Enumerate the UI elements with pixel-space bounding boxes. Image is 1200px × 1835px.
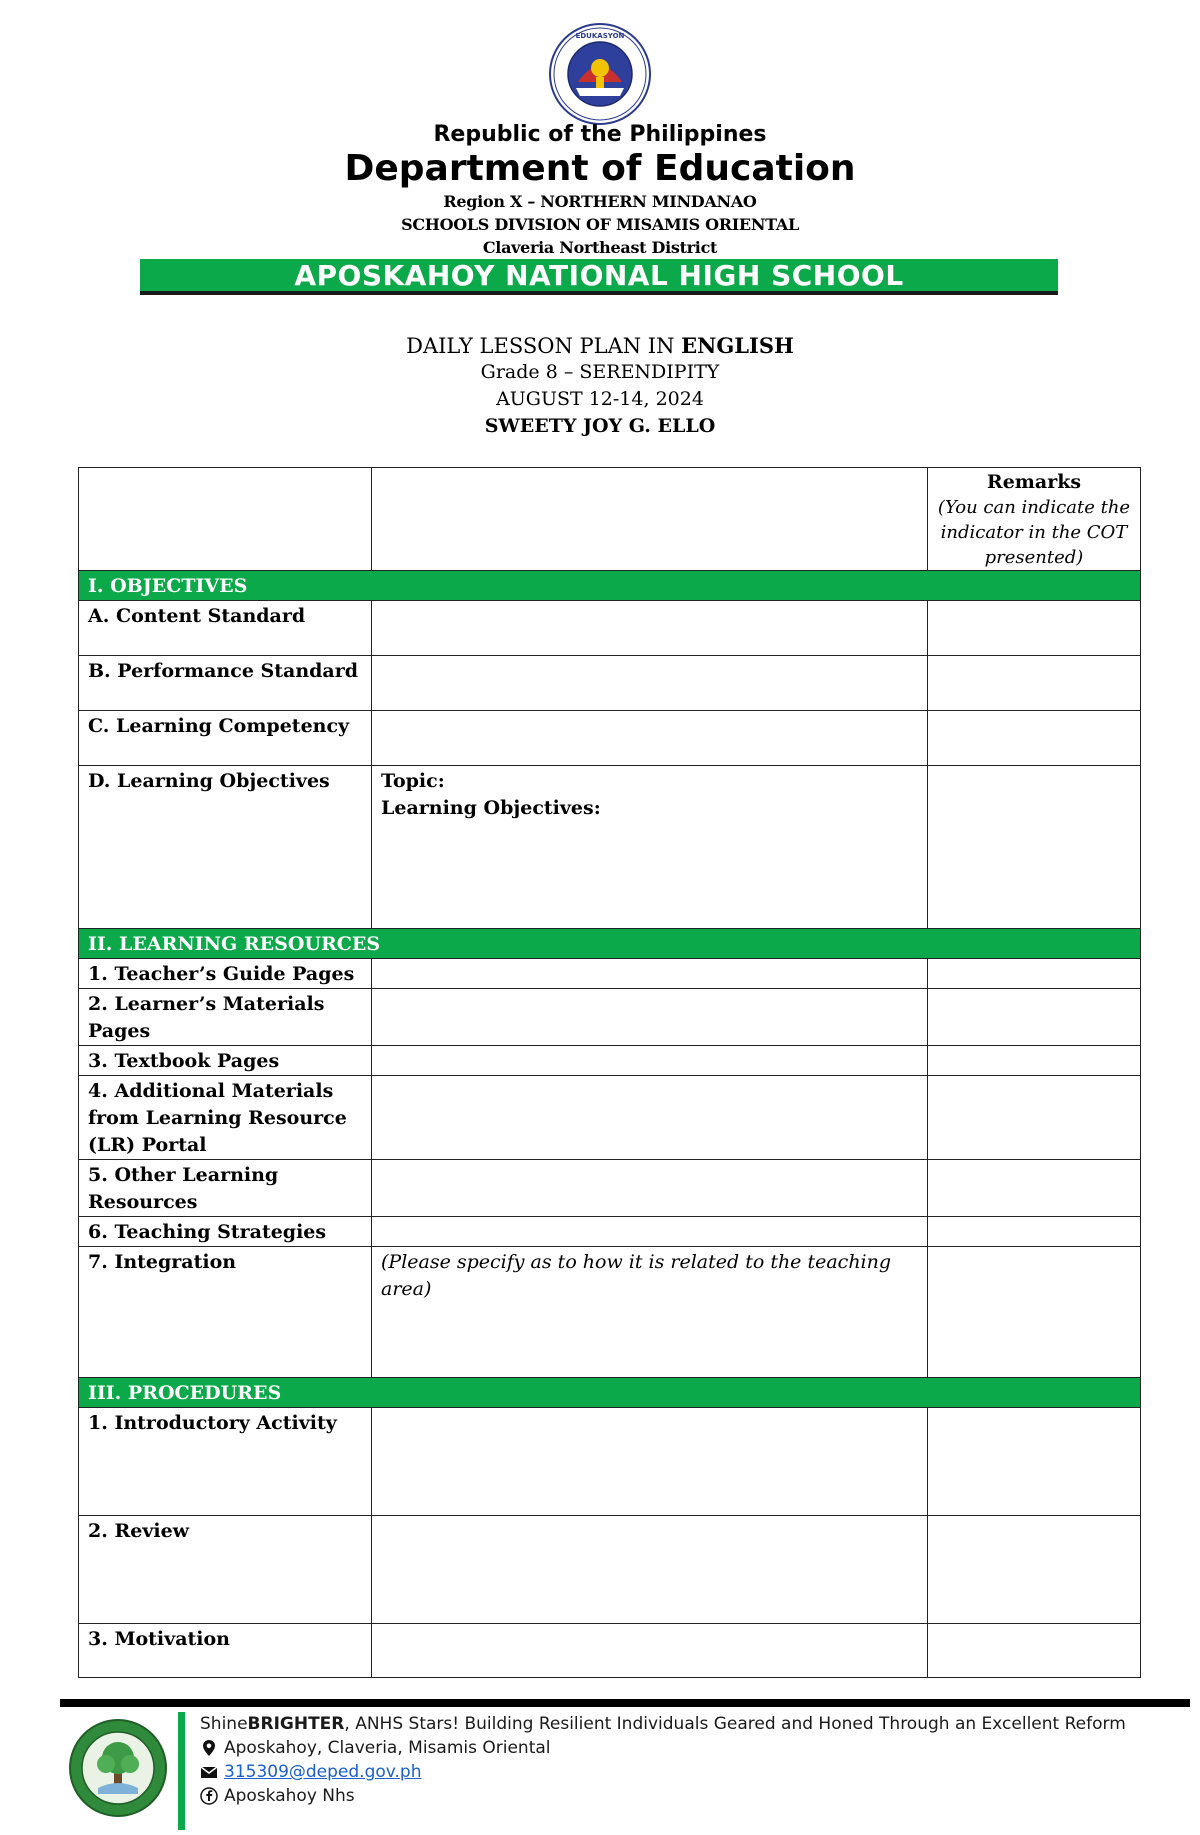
table-row bbox=[79, 1076, 1141, 1160]
table-row bbox=[79, 1160, 1141, 1217]
slogan-prefix: Shine bbox=[200, 1714, 248, 1734]
row-label: 5. Other Learning Resources bbox=[79, 1160, 372, 1217]
address-text: Aposkahoy, Claveria, Misamis Oriental bbox=[224, 1738, 551, 1758]
table-cell[interactable] bbox=[79, 468, 372, 571]
row-label: 2. Review bbox=[79, 1516, 372, 1624]
learning-objectives-cell[interactable] bbox=[372, 766, 928, 929]
remarks-cell[interactable] bbox=[928, 1624, 1141, 1678]
table-cell[interactable] bbox=[372, 1160, 928, 1217]
row-label: B. Performance Standard bbox=[79, 656, 372, 711]
remarks-cell[interactable] bbox=[928, 1408, 1141, 1516]
row-label: D. Learning Objectives bbox=[79, 766, 372, 929]
republic-label: Republic of the Philippines bbox=[433, 122, 767, 147]
footer-address bbox=[200, 1738, 551, 1758]
table-row bbox=[79, 959, 1141, 989]
remarks-cell[interactable] bbox=[928, 1160, 1141, 1217]
row-label: 1. Teacher’s Guide Pages bbox=[79, 959, 372, 989]
lesson-date: AUGUST 12-14, 2024 bbox=[496, 388, 704, 410]
table-cell[interactable] bbox=[372, 1076, 928, 1160]
table-cell[interactable] bbox=[372, 468, 928, 571]
remarks-cell[interactable] bbox=[928, 959, 1141, 989]
facebook-text[interactable]: Aposkahoy Nhs bbox=[224, 1786, 355, 1806]
table-cell[interactable] bbox=[372, 656, 928, 711]
table-row bbox=[79, 1624, 1141, 1678]
remarks-note: (You can indicate the indicator in the COT presented) bbox=[937, 497, 1131, 568]
table-cell[interactable] bbox=[372, 1624, 928, 1678]
section-heading-resources bbox=[79, 929, 1141, 959]
mail-icon bbox=[200, 1763, 218, 1781]
table-row bbox=[79, 1046, 1141, 1076]
school-seal-logo bbox=[68, 1718, 168, 1818]
table-row bbox=[79, 601, 1141, 656]
row-label: 6. Teaching Strategies bbox=[79, 1217, 372, 1247]
table-row bbox=[79, 1217, 1141, 1247]
table-cell[interactable] bbox=[372, 1516, 928, 1624]
remarks-cell[interactable] bbox=[928, 711, 1141, 766]
table-row bbox=[79, 1247, 1141, 1378]
row-label: 2. Learner’s Materials Pages bbox=[79, 989, 372, 1046]
remarks-cell[interactable] bbox=[928, 601, 1141, 656]
table-header-row bbox=[79, 468, 1141, 571]
table-cell[interactable] bbox=[372, 601, 928, 656]
objectives-label: Learning Objectives: bbox=[381, 797, 601, 819]
region-label: Region X – NORTHERN MINDANAO bbox=[443, 192, 757, 211]
footer-facebook bbox=[200, 1786, 355, 1806]
table-cell[interactable] bbox=[372, 959, 928, 989]
school-name: APOSKAHOY NATIONAL HIGH SCHOOL bbox=[294, 258, 904, 292]
district-label: Claveria Northeast District bbox=[482, 238, 718, 257]
remarks-cell[interactable] bbox=[928, 989, 1141, 1046]
table-row bbox=[79, 711, 1141, 766]
section-heading-objectives bbox=[79, 571, 1141, 601]
footer-accent-bar bbox=[178, 1712, 185, 1830]
topic-label: Topic: bbox=[381, 770, 445, 792]
lesson-plan-title-prefix: DAILY LESSON PLAN IN bbox=[406, 334, 682, 358]
row-label: 4. Additional Materials from Learning Resource (LR) Portal bbox=[79, 1076, 372, 1160]
footer-divider bbox=[60, 1699, 1190, 1707]
integration-note[interactable]: (Please specify as to how it is related to the teaching area) bbox=[372, 1247, 928, 1378]
location-pin-icon bbox=[200, 1739, 218, 1757]
row-label: C. Learning Competency bbox=[79, 711, 372, 766]
slogan-bold: BRIGHTER bbox=[247, 1714, 345, 1734]
remarks-cell[interactable] bbox=[928, 1217, 1141, 1247]
remarks-cell[interactable] bbox=[928, 656, 1141, 711]
table-row bbox=[79, 1408, 1141, 1516]
remarks-cell[interactable] bbox=[928, 1046, 1141, 1076]
remarks-cell[interactable] bbox=[928, 1076, 1141, 1160]
section-title: III. PROCEDURES bbox=[79, 1378, 1141, 1408]
teacher-name: SWEETY JOY G. ELLO bbox=[484, 415, 716, 437]
table-row bbox=[79, 1516, 1141, 1624]
section-title: II. LEARNING RESOURCES bbox=[79, 929, 1141, 959]
table-row bbox=[79, 989, 1141, 1046]
department-title: Department of Education bbox=[344, 148, 856, 189]
table-cell[interactable] bbox=[372, 1217, 928, 1247]
lesson-plan-subject: ENGLISH bbox=[681, 333, 794, 358]
facebook-icon bbox=[200, 1787, 218, 1805]
row-label: A. Content Standard bbox=[79, 601, 372, 656]
lesson-plan-table bbox=[78, 467, 1141, 1678]
svg-text:EDUKASYON: EDUKASYON bbox=[575, 32, 625, 40]
division-label: SCHOOLS DIVISION OF MISAMIS ORIENTAL bbox=[401, 215, 799, 234]
row-label: 7. Integration bbox=[79, 1247, 372, 1378]
table-cell[interactable] bbox=[372, 1408, 928, 1516]
email-link[interactable]: 315309@deped.gov.ph bbox=[224, 1762, 422, 1782]
table-cell[interactable] bbox=[372, 711, 928, 766]
deped-seal-logo bbox=[548, 22, 652, 126]
slogan-rest: , ANHS Stars! Building Resilient Individuals Geared and Honed Through an Excellent Reform bbox=[344, 1714, 1126, 1734]
grade-section: Grade 8 – SERENDIPITY bbox=[480, 361, 720, 383]
remarks-header bbox=[928, 468, 1141, 571]
section-title: I. OBJECTIVES bbox=[79, 571, 1141, 601]
remarks-title: Remarks bbox=[986, 471, 1082, 493]
school-name-banner bbox=[140, 259, 1058, 295]
row-label: 3. Textbook Pages bbox=[79, 1046, 372, 1076]
remarks-cell[interactable] bbox=[928, 1516, 1141, 1624]
remarks-cell[interactable] bbox=[928, 1247, 1141, 1378]
table-cell[interactable] bbox=[372, 1046, 928, 1076]
footer-slogan bbox=[200, 1714, 1126, 1734]
remarks-cell[interactable] bbox=[928, 766, 1141, 929]
table-row bbox=[79, 656, 1141, 711]
row-label: 1. Introductory Activity bbox=[79, 1408, 372, 1516]
footer-email bbox=[200, 1762, 422, 1782]
section-heading-procedures bbox=[79, 1378, 1141, 1408]
table-cell[interactable] bbox=[372, 989, 928, 1046]
row-label: 3. Motivation bbox=[79, 1624, 372, 1678]
lesson-plan-title bbox=[0, 333, 1200, 358]
table-row bbox=[79, 766, 1141, 929]
